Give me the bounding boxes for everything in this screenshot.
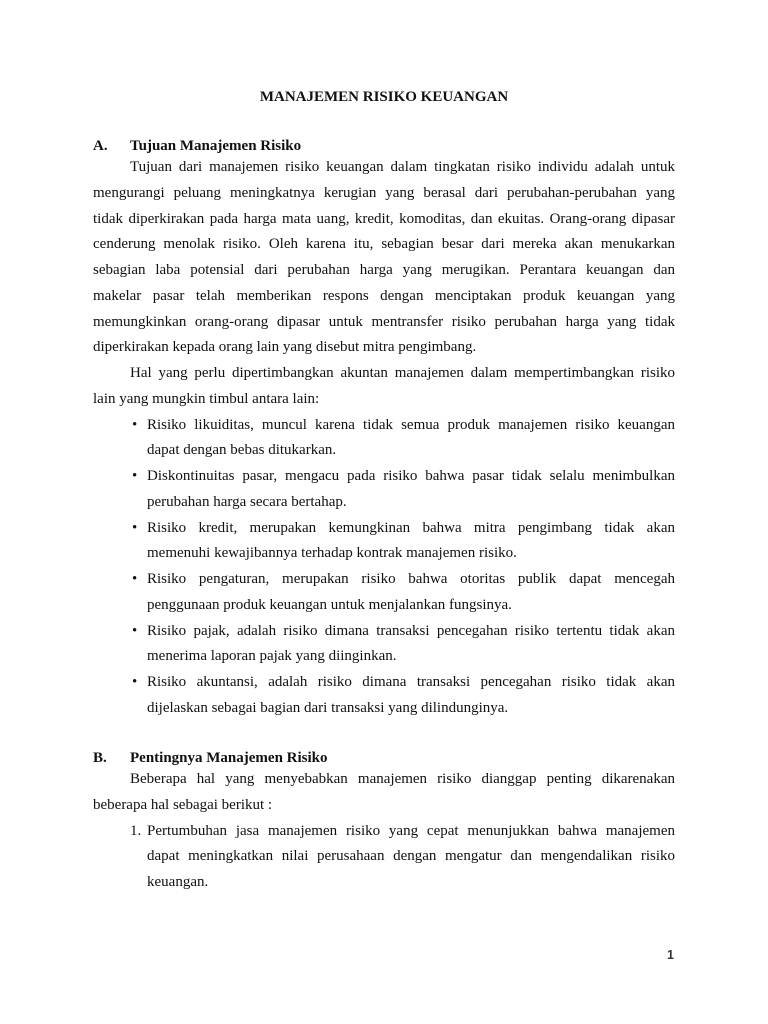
risk-bullet-list bbox=[93, 413, 675, 722]
paragraph-line: diperkirakan kepada orang lain yang disebut mitra pengimbang. bbox=[93, 339, 477, 356]
paragraph-line: mengurangi peluang meningkatnya kerugian yang berasal dari perubahan-perubahan yang bbox=[93, 184, 675, 201]
paragraph-line: makelar pasar telah memberikan respons dengan menciptakan produk keuangan yang bbox=[93, 287, 675, 304]
paragraph-line: Beberapa hal yang menyebabkan manajemen risiko dianggap penting dikarenakan bbox=[130, 771, 675, 787]
bullet-line: Risiko kredit, merupakan kemungkinan bahwa mitra pengimbang tidak akan bbox=[147, 519, 675, 536]
section-a-label: A. bbox=[93, 138, 108, 154]
bullet-marker bbox=[132, 516, 137, 542]
section-a-paragraph-2 bbox=[93, 361, 675, 413]
numbered-line: Pertumbuhan jasa manajemen risiko yang cepat menunjukkan bahwa manajemen bbox=[147, 822, 675, 839]
document-title: MANAJEMEN RISIKO KEUANGAN bbox=[259, 89, 509, 105]
list-number: 1. bbox=[130, 822, 142, 839]
paragraph-line: sebagian laba potensial dari perubahan harga yang merugikan. Perantara keuangan dan bbox=[93, 262, 675, 278]
bullet-marker bbox=[132, 413, 137, 439]
paragraph-line: tidak diperkirakan pada harga mata uang, kredit, komoditas, dan ekuitas. Orang-orang dipasar bbox=[93, 210, 675, 227]
bullet-line: penggunaan produk keuangan untuk menjalankan fungsinya. bbox=[147, 596, 512, 613]
section-a-paragraph-1 bbox=[93, 155, 675, 361]
page-number: 1 bbox=[667, 948, 674, 962]
section-a-title: Tujuan Manajemen Risiko bbox=[130, 138, 302, 154]
paragraph-line: lain yang mungkin timbul antara lain: bbox=[93, 390, 320, 407]
bullet-line: Risiko akuntansi, adalah risiko dimana transaksi pencegahan risiko tidak akan bbox=[147, 674, 675, 690]
bullet-marker bbox=[132, 670, 137, 696]
bullet-marker bbox=[132, 619, 137, 645]
numbered-line: dapat meningkatkan nilai perusahaan dengan mengatur dan mengendalikan risiko bbox=[147, 848, 675, 865]
bullet-item-credit bbox=[147, 516, 675, 568]
bullet-line: dapat dengan bebas ditukarkan. bbox=[147, 442, 337, 459]
bullet-item-accounting bbox=[147, 670, 675, 722]
bullet-line: menerima laporan pajak yang diinginkan. bbox=[147, 648, 397, 665]
importance-numbered-list bbox=[93, 819, 675, 896]
bullet-line: perubahan harga secara bertahap. bbox=[147, 493, 347, 510]
section-a-body bbox=[93, 155, 675, 722]
bullet-line: memenuhi kewajibannya terhadap kontrak manajemen risiko. bbox=[147, 545, 517, 562]
section-b-label: B. bbox=[93, 750, 107, 766]
bullet-marker bbox=[132, 567, 137, 593]
bullet-line: Risiko pengaturan, merupakan risiko bahwa otoritas publik dapat mencegah bbox=[147, 571, 675, 587]
bullet-line: Risiko pajak, adalah risiko dimana transaksi pencegahan risiko tertentu tidak akan bbox=[147, 622, 675, 639]
section-b-body bbox=[93, 767, 675, 896]
paragraph-line: Tujuan dari manajemen risiko keuangan dalam tingkatan risiko individu adalah untuk bbox=[130, 159, 675, 175]
bullet-line: Risiko likuiditas, muncul karena tidak semua produk manajemen risiko keuangan bbox=[147, 416, 675, 433]
paragraph-line: beberapa hal sebagai berikut : bbox=[93, 796, 273, 813]
paragraph-line: cenderung menolak risiko. Oleh karena itu, sebagian besar dari mereka akan menukarkan bbox=[93, 236, 675, 253]
bullet-line: dijelaskan sebagai bagian dari transaksi yang dilindunginya. bbox=[147, 699, 509, 716]
bullet-line: Diskontinuitas pasar, mengacu pada risiko bahwa pasar tidak selalu menimbulkan bbox=[147, 468, 675, 484]
bullet-item-tax bbox=[147, 619, 675, 671]
bullet-item-liquidity bbox=[147, 413, 675, 465]
numbered-item-1 bbox=[130, 819, 675, 896]
section-b-title: Pentingnya Manajemen Risiko bbox=[130, 750, 328, 766]
numbered-line: keuangan. bbox=[147, 874, 209, 890]
bullet-item-market-discontinuity bbox=[147, 464, 675, 516]
paragraph-line: memungkinkan orang-orang dipasar untuk mentransfer risiko perubahan harga yang tidak bbox=[93, 313, 675, 330]
bullet-marker bbox=[132, 464, 137, 490]
paragraph-line: Hal yang perlu dipertimbangkan akuntan manajemen dalam mempertimbangkan risiko bbox=[130, 365, 675, 381]
bullet-item-regulation bbox=[147, 567, 675, 619]
section-b-paragraph-1 bbox=[93, 767, 675, 819]
